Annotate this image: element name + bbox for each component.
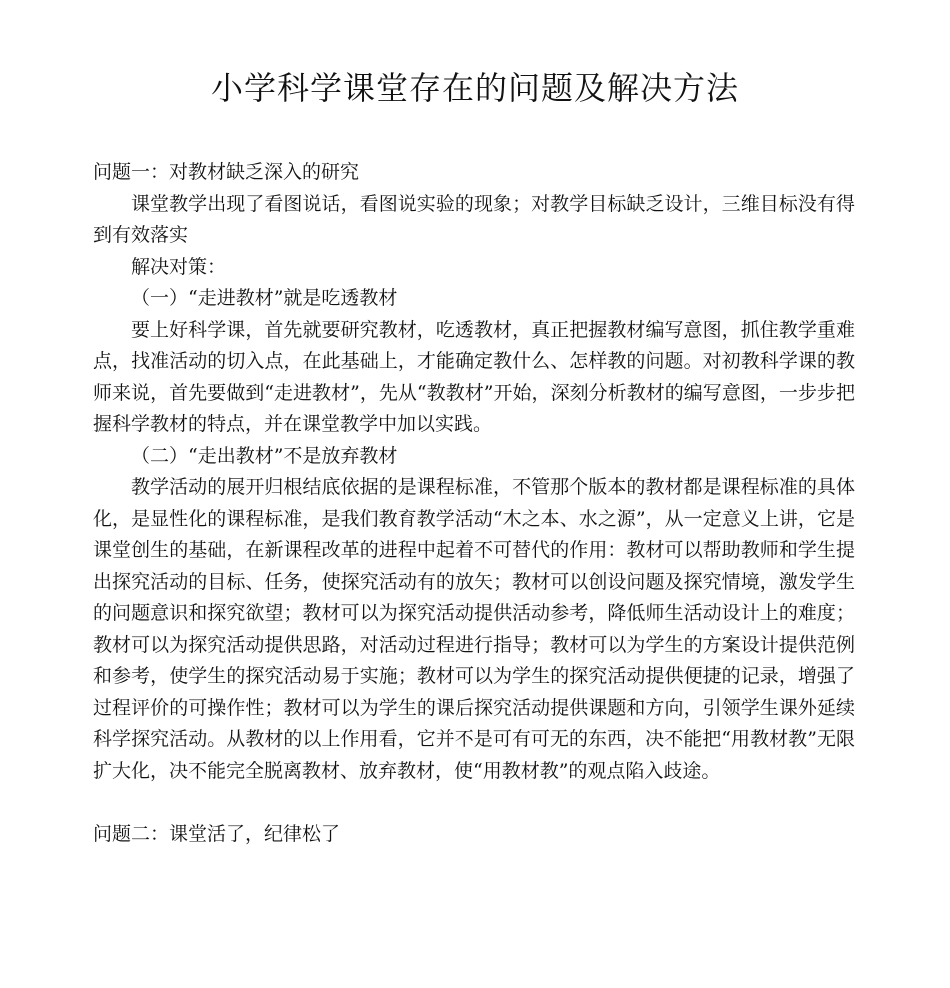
document-title: 小学科学课堂存在的问题及解决方法 bbox=[210, 69, 739, 107]
problem-one-heading: 问题一：对教材缺乏深入的研究 bbox=[93, 161, 360, 183]
section-two-paragraph: 教学活动的展开归根结底依据的是课程标准，不管那个版本的教材都是课程标准的具体化，是显性化的课程标准，是我们教育教学活动“木之本、水之源”，从一定意义上讲，它是课堂创生的基础，在新课程改革的进程中起着不可替代的作用：教材可以帮助教师和学生提出探究活动的目标、任务，使探究活动有的放矢；教材可以创设问题及探究情境，激发学生的问题意识和探究欲望；教材可以为探究活动提供活动参考，降低师生活动设计上的难度；教材可以为探究活动提供思路，对活动过程进行指导；教材可以为学生的方案设计提供范例和参考，使学生的探究活动易于实施；教材可以为学生的探究活动提供便捷的记录，增强了过程评价的可操作性；教材可以为学生的课后探究活动提供课题和方向，引领学生课外延续科学探究活动。从教材的以上作用看，它并不是可有可无的东西，决不能把“用教材教”无限扩大化，决不能完全脱离教材、放弃教材，使“用教材教”的观点陷入歧途。 bbox=[93, 476, 855, 782]
problem-two-heading: 问题二：课堂活了，纪律松了 bbox=[93, 822, 341, 845]
document-body bbox=[93, 157, 855, 850]
problem-one-description: 课堂教学出现了看图说话，看图说实验的现象；对教学目标缺乏设计，三维目标没有得到有效落实 bbox=[93, 192, 855, 246]
section-two-heading: （二）“走出教材”不是放弃教材 bbox=[131, 444, 398, 467]
section-one-heading: （一）“走进教材”就是吃透教材 bbox=[131, 287, 398, 309]
paragraph-spacer bbox=[93, 787, 855, 819]
section-one-paragraph: 要上好科学课，首先就要研究教材，吃透教材，真正把握教材编写意图，抓住教学重难点，找准活动的切入点，在此基础上，才能确定教什么、怎样教的问题。对初教科学课的教师来说，首先要做到“走进教材”，先从“教教材”开始，深刻分析教材的编写意图，一步步把握科学教材的特点，并在课堂教学中加以实践。 bbox=[93, 318, 855, 435]
solution-label: 解决对策： bbox=[131, 255, 227, 278]
